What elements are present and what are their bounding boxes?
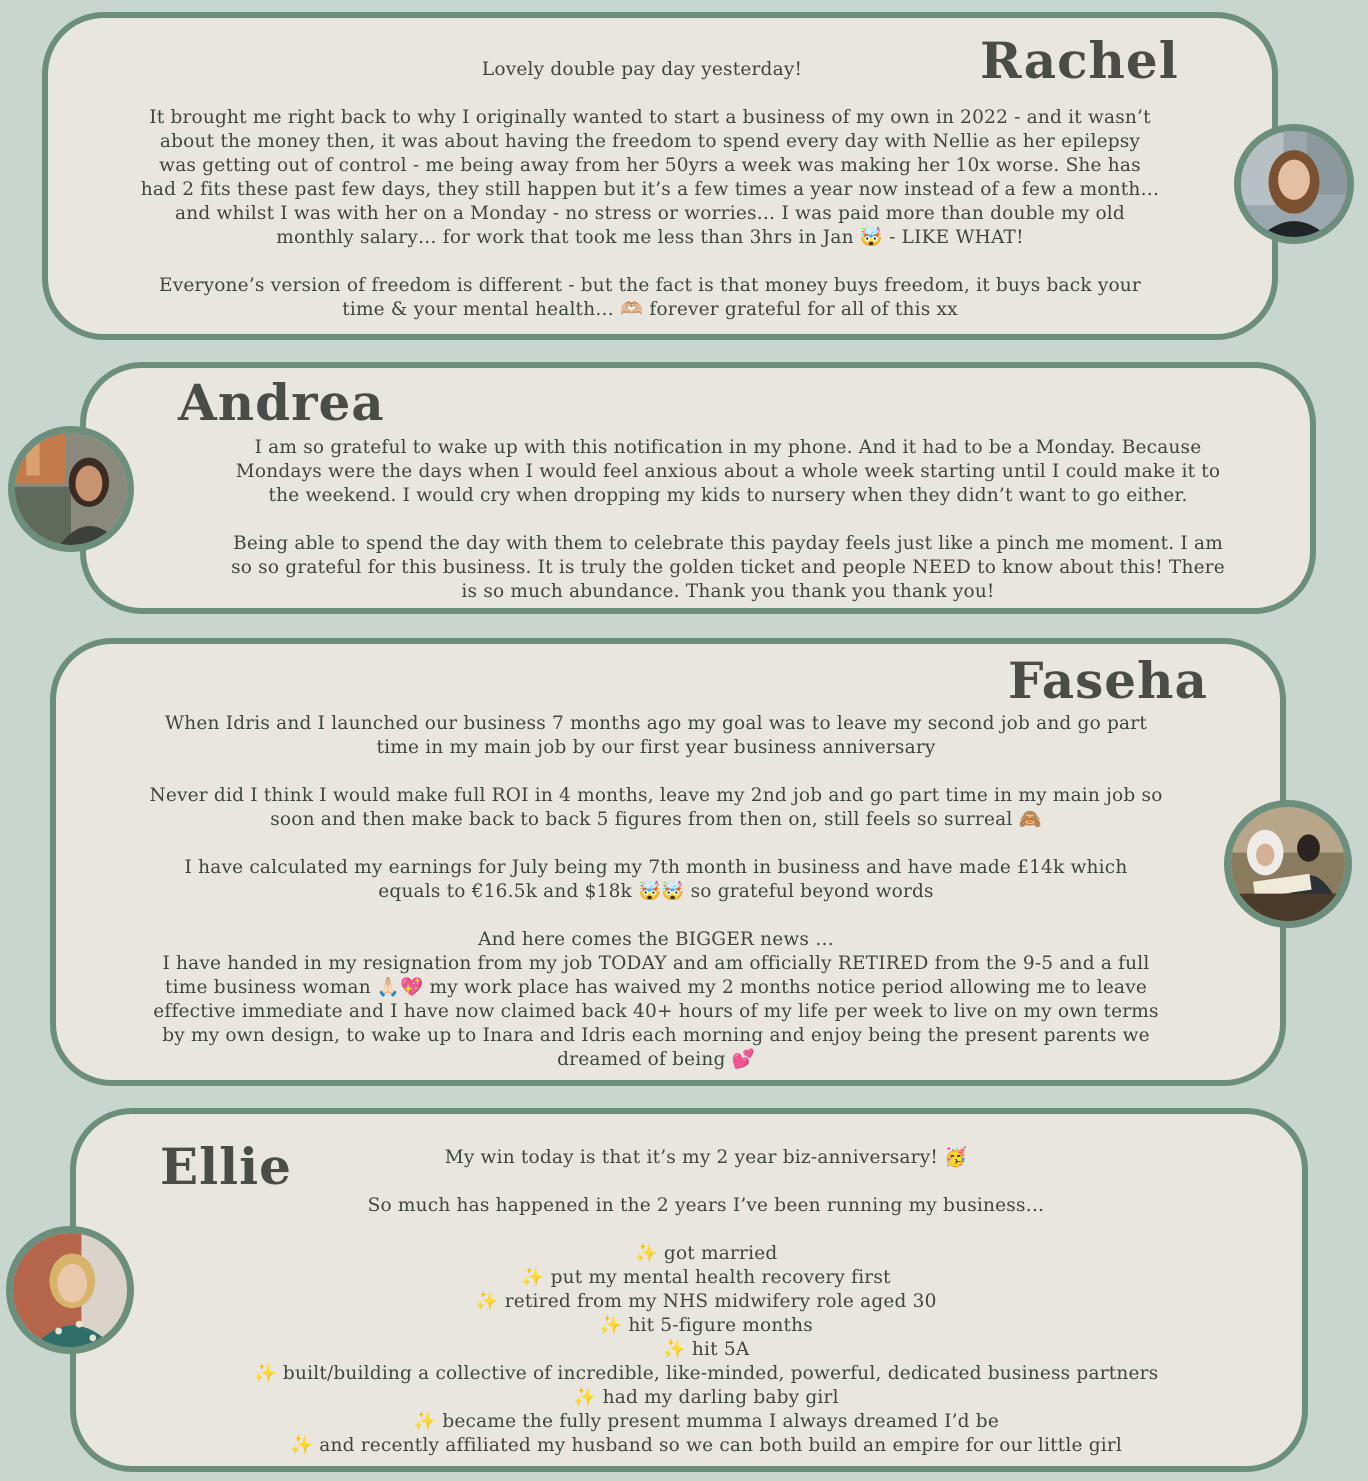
text-line: Never did I think I would make full ROI in 4 months, leave my 2nd job and go part time in my main job so [149,785,1163,806]
text-line: about the money then, it was about having the freedom to spend every day with Nellie as her epilepsy [159,131,1141,152]
testimonial-text-ellie [136,1146,1276,1458]
testimonial-text-rachel [60,58,1240,322]
text-line: time & your mental health… 🫶🏼 forever grateful for all of this xx [342,299,958,320]
text-line: Everyone’s version of freedom is different - but the fact is that money buys freedom, it buys back your [159,275,1141,296]
text-line: ✨ hit 5-figure months [599,1315,813,1336]
text-line: When Idris and I launched our business 7 months ago my goal was to leave my second job and go part [165,713,1147,734]
text-line: time in my main job by our first year business anniversary [376,737,936,758]
text-line: effective immediate and I have now claimed back 40+ hours of my life per week to live on my own terms [153,1001,1159,1022]
text-line: It brought me right back to why I originally wanted to start a business of my own in 2022 - and it wasn’t [149,107,1151,128]
text-line: the weekend. I would cry when dropping my kids to nursery when they didn’t want to go either. [268,485,1188,506]
text-line: is so much abundance. Thank you thank you thank you! [461,581,995,602]
text-line: was getting out of control - me being away from her 50yrs a week was making her 10x worse. She has [159,155,1141,176]
text-line: by my own design, to wake up to Inara and Idris each morning and enjoy being the present parents we [162,1025,1150,1046]
text-line: I have calculated my earnings for July being my 7th month in business and have made £14k which [184,857,1128,878]
text-line: Mondays were the days when I would feel anxious about a whole week starting until I could make it to [235,461,1221,482]
text-line: Being able to spend the day with them to celebrate this payday feels just like a pinch me moment. I am [233,533,1223,554]
testimonial-name-andrea: Andrea [178,373,385,432]
text-line: So much has happened in the 2 years I’ve been running my business… [367,1195,1045,1216]
text-line: ✨ got married [634,1243,778,1264]
text-line: ✨ hit 5A [662,1339,750,1360]
testimonial-card-faseha [50,638,1286,1086]
avatar-faseha [1224,800,1352,928]
text-line: Lovely double pay day yesterday! [481,59,803,80]
text-line: I have handed in my resignation from my job TODAY and am officially RETIRED from the 9-5 and a full [162,953,1150,974]
avatar-ellie [6,1226,134,1354]
text-line: I am so grateful to wake up with this notification in my phone. And it had to be a Monday. Because [254,437,1202,458]
text-line: ✨ had my darling baby girl [573,1387,839,1408]
text-line: time business woman 🙏🏻💖 my work place has waived my 2 months notice period allowing me to leave [164,977,1148,998]
avatar-andrea [8,426,134,552]
text-line: ✨ and recently affiliated my husband so we can both build an empire for our little girl [289,1435,1123,1456]
text-line: so so grateful for this business. It is truly the golden ticket and people NEED to know about this! There [231,557,1225,578]
testimonial-text-andrea [156,436,1300,604]
testimonial-card-rachel [42,12,1278,340]
avatar-rachel [1234,124,1354,244]
testimonial-card-ellie [70,1108,1308,1472]
testimonial-name-ellie: Ellie [160,1137,292,1196]
text-line: ✨ retired from my NHS midwifery role aged 30 [475,1291,937,1312]
text-line: dreamed of being 💕 [557,1049,755,1070]
text-line: and whilst I was with her on a Monday - no stress or worries… I was paid more than double my old [175,203,1125,224]
text-line: had 2 fits these past few days, they still happen but it’s a few times a year now instead of a few a month… [140,179,1160,200]
testimonial-name-faseha: Faseha [1008,651,1208,710]
text-line: My win today is that it’s my 2 year biz-anniversary! 🥳 [444,1147,968,1168]
text-line: And here comes the BIGGER news … [478,929,834,950]
text-line: monthly salary… for work that took me less than 3hrs in Jan 🤯 - LIKE WHAT! [276,227,1024,248]
text-line: soon and then make back to back 5 figures from then on, still feels so surreal 🙈 [270,809,1042,830]
text-line: ✨ built/building a collective of incredible, like-minded, powerful, dedicated business partners [253,1363,1159,1384]
text-line: equals to €16.5k and $18k 🤯🤯 so grateful beyond words [378,881,934,902]
testimonial-card-andrea [80,362,1316,614]
testimonial-text-faseha [66,712,1246,1072]
text-line: ✨ became the fully present mumma I always dreamed I’d be [413,1411,999,1432]
text-line: ✨ put my mental health recovery first [521,1267,891,1288]
testimonial-name-rachel: Rachel [980,31,1179,90]
